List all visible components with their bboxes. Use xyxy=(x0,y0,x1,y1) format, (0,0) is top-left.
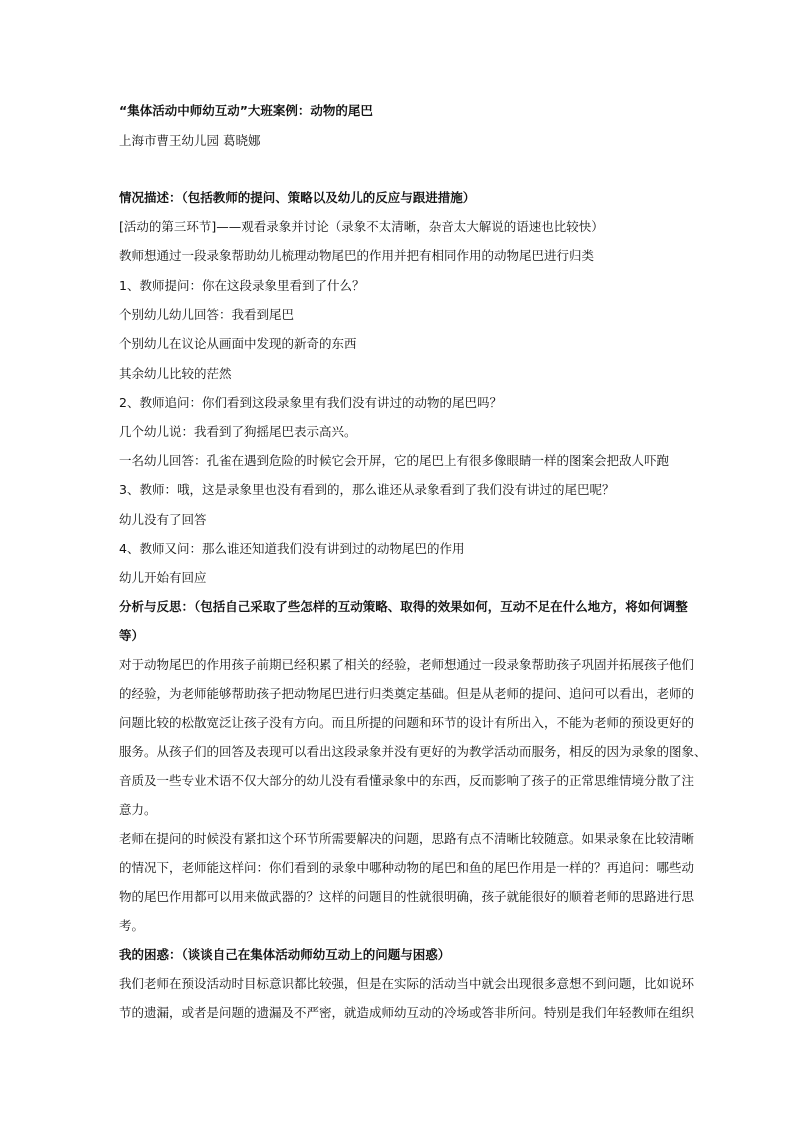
situation-line: 幼儿开始有回应 xyxy=(119,570,207,585)
analysis-paragraph-line: 服务。从孩子们的回答及表现可以看出这段录象并没有更好的为教学活动而服务，相反的因为录象的图象、 xyxy=(119,744,707,759)
situation-line: [活动的第三环节]——观看录象并讨论（录象不太清晰，杂音太大解说的语速也比较快） xyxy=(119,219,604,234)
situation-line: 3、教师：哦，这是录象里也没有看到的，那么谁还从录象看到了我们没有讲过的尾巴呢？ xyxy=(119,482,615,497)
analysis-paragraph-line: 的情况下，老师能这样问：你们看到的录象中哪种动物的尾巴和鱼的尾巴作用是一样的？再追问：哪些动 xyxy=(119,860,695,875)
analysis-paragraph-line: 老师在提问的时候没有紧扣这个环节所需要解决的问题，思路有点不清晰比较随意。如果录象在比较清晰 xyxy=(119,831,695,846)
situation-line: 个别幼儿在议论从画面中发现的新奇的东西 xyxy=(119,336,357,351)
analysis-paragraph-line: 的经验，为老师能够帮助孩子把动物尾巴进行归类奠定基础。但是从老师的提问、追问可以看出，老师的 xyxy=(119,686,695,701)
confusion-heading: 我的困惑：（谈谈自己在集体活动师幼互动上的问题与困惑） xyxy=(119,947,451,962)
analysis-paragraph-line: 对于动物尾巴的作用孩子前期已经积累了相关的经验，老师想通过一段录象帮助孩子巩固并拓展孩子他们 xyxy=(119,657,695,672)
analysis-paragraph-line: 意力。 xyxy=(119,802,157,817)
situation-line: 1、教师提问：你在这段录象里看到了什么？ xyxy=(119,278,365,293)
situation-line: 2、教师追问：你们看到这段录象里有我们没有讲过的动物的尾巴吗？ xyxy=(119,395,502,410)
situation-heading: 情况描述：（包括教师的提问、策略以及幼儿的反应与跟进措施） xyxy=(119,190,476,205)
situation-line: 个别幼儿幼儿回答：我看到尾巴 xyxy=(119,307,295,322)
situation-line: 4、教师又问：那么谁还知道我们没有讲到过的动物尾巴的作用 xyxy=(119,541,465,556)
analysis-paragraph-line: 音质及一些专业术语不仅大部分的幼儿没有看懂录象中的东西，反而影响了孩子的正常思维情境分散了注 xyxy=(119,773,695,788)
analysis-heading: 分析与反思：（包括自己采取了些怎样的互动策略、取得的效果如何，互动不足在什么地方，将如何调整 xyxy=(119,599,688,614)
analysis-paragraph-line: 问题比较的松散宽泛让孩子没有方向。而且所提的问题和环节的设计有所出入，不能为老师的预设更好的 xyxy=(119,715,695,730)
confusion-line: 我们老师在预设活动时目标意识都比较强，但是在实际的活动当中就会出现很多意想不到问题，比如说环 xyxy=(119,976,695,991)
situation-line: 教师想通过一段录象帮助幼儿梳理动物尾巴的作用并把有相同作用的动物尾巴进行归类 xyxy=(119,248,595,263)
situation-line: 幼儿没有了回答 xyxy=(119,512,207,527)
situation-line: 一名幼儿回答：孔雀在遇到危险的时候它会开屏，它的尾巴上有很多像眼睛一样的图案会把敌人吓跑 xyxy=(119,453,670,468)
analysis-paragraph-line: 物的尾巴作用都可以用来做武器的？这样的问题目的性就很明确，孩子就能很好的顺着老师的思路进行思 xyxy=(119,889,695,904)
confusion-line: 节的遗漏，或者是问题的遗漏及不严密，就造成师幼互动的冷场或答非所问。特别是我们年轻教师在组织 xyxy=(119,1005,695,1020)
analysis-paragraph-line: 考。 xyxy=(119,918,145,933)
analysis-heading-cont: 等） xyxy=(119,628,145,643)
situation-line: 几个幼儿说：我看到了狗摇尾巴表示高兴。 xyxy=(119,424,357,439)
author-line: 上海市曹王幼儿园 葛晓娜 xyxy=(119,133,261,148)
document-title: “集体活动中师幼互动”大班案例：动物的尾巴 xyxy=(119,103,373,118)
situation-line: 其余幼儿比较的茫然 xyxy=(119,366,232,381)
